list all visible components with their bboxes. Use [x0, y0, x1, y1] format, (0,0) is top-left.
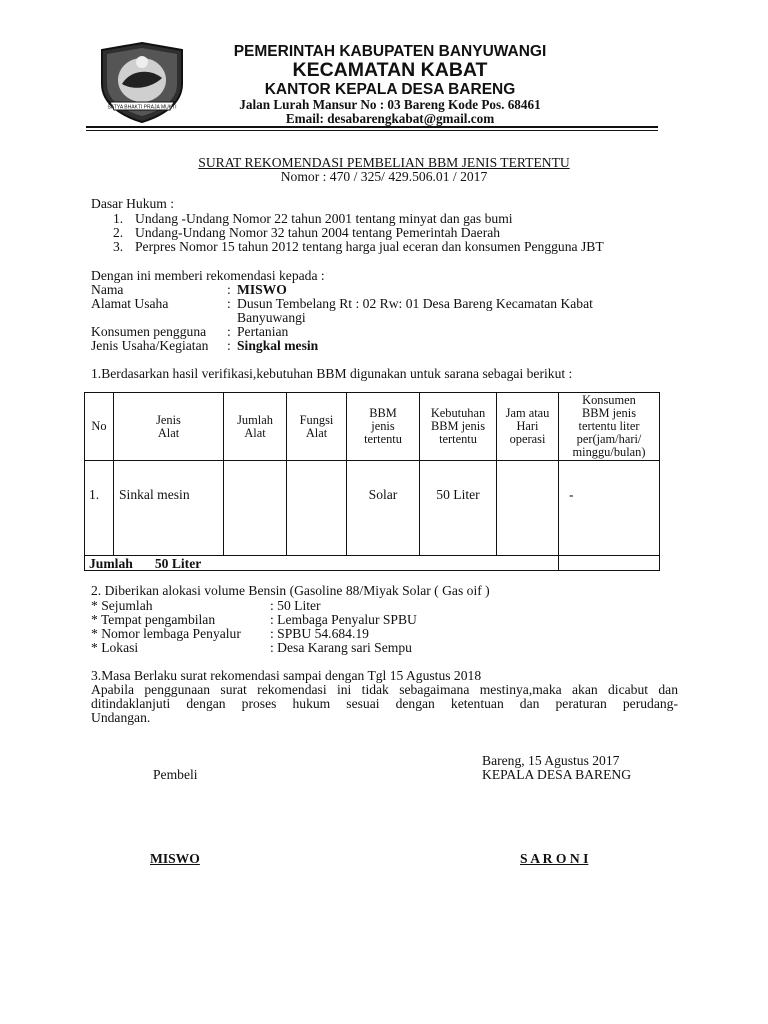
point2-heading: 2. Diberikan alokasi volume Bensin (Gasoline 88/Miyak Solar ( Gas oif ) [91, 583, 490, 598]
point2-label-3: * Nomor lembaga Penyalur [91, 626, 241, 641]
table-row [85, 461, 660, 556]
cell-bbm: Solar [347, 461, 420, 556]
legal-basis-item-2: Undang-Undang Nomor 32 tahun 2004 tentang Pemerintah Daerah [135, 225, 501, 240]
table-total-row [85, 556, 660, 571]
consumer-value: Pertanian [237, 324, 289, 339]
point2-label-1: * Sejumlah [91, 598, 153, 613]
letter-title: SURAT REKOMENDASI PEMBELIAN BBM JENIS TERTENTU [198, 155, 570, 170]
legal-basis-num-1: 1. [113, 211, 124, 226]
col-header-konsumen: Konsumen BBM jenis tertentu liter per(jam/hari/ minggu/bulan) [559, 393, 660, 461]
total-empty-cell [559, 556, 660, 571]
total-cell [85, 556, 559, 571]
signature-place-date: Bareng, 15 Agustus 2017 [482, 753, 620, 768]
cell-jumlah-alat [224, 461, 287, 556]
col-header-jenis-alat: Jenis Alat [114, 393, 224, 461]
cell-jam-operasi [497, 461, 559, 556]
consumer-sep: : [227, 324, 231, 339]
business-address-sep: : [227, 296, 231, 311]
business-address-label: Alamat Usaha [91, 296, 169, 311]
buyer-name: MISWO [150, 851, 200, 866]
total-value: 50 Liter [154, 555, 202, 571]
point1-text: 1.Berdasarkan hasil verifikasi,kebutuhan BBM digunakan untuk sarana sebagai berikut : [91, 366, 573, 381]
header-district-name: KECAMATAN KABAT [292, 59, 488, 81]
cell-konsumen: - [559, 461, 660, 556]
point3-text-line2: ditindaklanjuti dengan proses hukum sesuai dengan ketentuan dan peraturan perudang- [91, 696, 678, 711]
point2-value-2: : Lembaga Penyalur SPBU [270, 612, 417, 627]
cell-fungsi-alat [287, 461, 347, 556]
total-label: Jumlah [89, 555, 133, 571]
village-head-title: KEPALA DESA BARENG [482, 767, 632, 782]
consumer-label: Konsumen pengguna [91, 324, 207, 339]
header-office-name: KANTOR KEPALA DESA BARENG [264, 81, 516, 98]
header-address: Jalan Lurah Mansur No : 03 Bareng Kode Pos. 68461 [239, 97, 541, 112]
point3-text-line1: Apabila penggunaan surat rekomendasi ini tidak sebagaimana mestinya,maka akan dicabut dan [91, 682, 678, 697]
point2-value-4: : Desa Karang sari Sempu [270, 640, 412, 655]
fuel-needs-table [84, 392, 660, 571]
point3-validity: 3.Masa Berlaku surat rekomendasi sampai dengan Tgl 15 Agustus 2018 [91, 668, 482, 683]
cell-jenis-alat: Sinkal mesin [114, 461, 224, 556]
business-type-value: Singkal mesin [237, 338, 319, 353]
cell-kebutuhan: 50 Liter [420, 461, 497, 556]
legal-basis-item-1: Undang -Undang Nomor 22 tahun 2001 tentang minyat dan gas bumi [135, 211, 513, 226]
letter-number: Nomor : 470 / 325/ 429.506.01 / 2017 [280, 169, 488, 184]
regency-emblem-logo [96, 40, 188, 124]
recipient-name-value: MISWO [237, 282, 287, 297]
business-type-label: Jenis Usaha/Kegiatan [91, 338, 209, 353]
header-email: Email: desabarengkabat@gmail.com [285, 111, 495, 126]
point2-value-1: : 50 Liter [270, 598, 321, 613]
village-head-name: S A R O N I [520, 851, 589, 866]
col-header-jumlah-alat: Jumlah Alat [224, 393, 287, 461]
business-address-value: Dusun Tembelang Rt : 02 Rw: 01 Desa Bareng Kecamatan Kabat [237, 296, 593, 311]
point2-label-4: * Lokasi [91, 640, 139, 655]
business-type-sep: : [227, 338, 231, 353]
header-government-name: PEMERINTAH KABUPATEN BANYUWANGI [233, 43, 547, 60]
buyer-title: Pembeli [153, 767, 198, 782]
point2-value-3: : SPBU 54.684.19 [270, 626, 369, 641]
recipient-name-label: Nama [91, 282, 124, 297]
business-address-value-line2: Banyuwangi [237, 310, 306, 325]
point3-text-line3: Undangan. [91, 710, 151, 725]
recommendation-intro: Dengan ini memberi rekomendasi kepada : [91, 268, 325, 283]
cell-no: 1. [85, 461, 114, 556]
col-header-kebutuhan: Kebutuhan BBM jenis tertentu [420, 393, 497, 461]
table-header-row [85, 393, 660, 461]
point2-label-2: * Tempat pengambilan [91, 612, 216, 627]
logo-motto-text: SATYA BHAKTI PRAJA MUKTI [107, 104, 177, 111]
col-header-bbm: BBM jenis tertentu [347, 393, 420, 461]
col-header-fungsi-alat: Fungsi Alat [287, 393, 347, 461]
header-rule-thick [86, 126, 658, 128]
legal-basis-num-2: 2. [113, 225, 124, 240]
header-rule-thin [86, 130, 658, 131]
col-header-jam-operasi: Jam atau Hari operasi [497, 393, 559, 461]
recipient-name-sep: : [227, 282, 231, 297]
legal-basis-num-3: 3. [113, 239, 124, 254]
legal-basis-item-3: Perpres Nomor 15 tahun 2012 tentang harga jual eceran dan konsumen Pengguna JBT [135, 239, 604, 254]
legal-basis-label: Dasar Hukum : [91, 196, 175, 211]
col-header-no: No [85, 393, 114, 461]
